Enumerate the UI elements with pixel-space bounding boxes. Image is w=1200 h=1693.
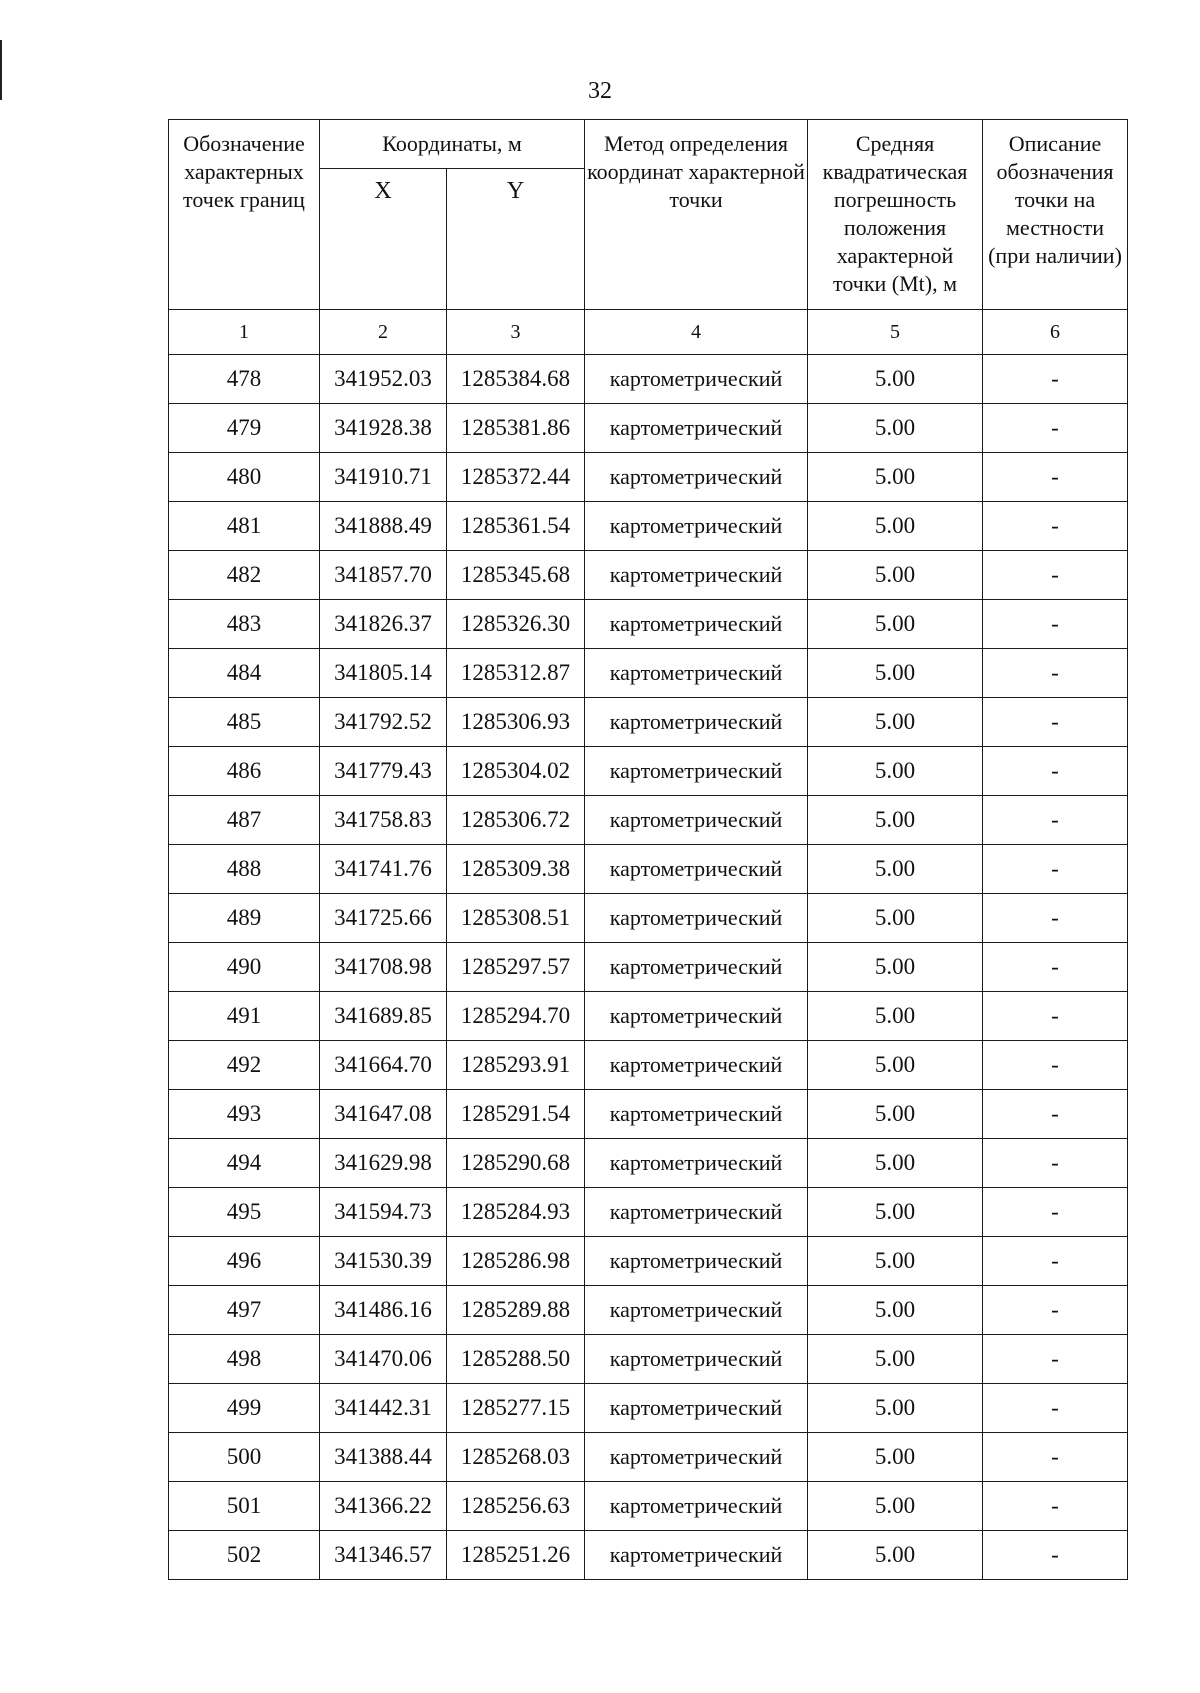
cell-description: - <box>983 1188 1128 1237</box>
cell-x: 341779.43 <box>320 747 447 796</box>
cell-y: 1285291.54 <box>447 1090 585 1139</box>
table-row <box>169 1286 1128 1335</box>
cell-point: 487 <box>169 796 320 845</box>
cell-description: - <box>983 747 1128 796</box>
cell-y: 1285290.68 <box>447 1139 585 1188</box>
cell-error: 5.00 <box>808 698 983 747</box>
cell-point: 497 <box>169 1286 320 1335</box>
table-row <box>169 453 1128 502</box>
cell-description: - <box>983 1286 1128 1335</box>
cell-method: картометрический <box>585 1335 808 1384</box>
cell-error: 5.00 <box>808 1384 983 1433</box>
cell-point: 488 <box>169 845 320 894</box>
cell-y: 1285251.26 <box>447 1531 585 1580</box>
cell-y: 1285312.87 <box>447 649 585 698</box>
header-point: Обозначение характерных точек границ <box>169 120 320 310</box>
cell-point: 478 <box>169 355 320 404</box>
header-method: Метод определения координат характерной точки <box>585 120 808 310</box>
cell-point: 498 <box>169 1335 320 1384</box>
cell-x: 341826.37 <box>320 600 447 649</box>
cell-y: 1285384.68 <box>447 355 585 404</box>
cell-x: 341689.85 <box>320 992 447 1041</box>
column-number: 6 <box>983 310 1128 355</box>
cell-method: картометрический <box>585 747 808 796</box>
cell-point: 492 <box>169 1041 320 1090</box>
cell-description: - <box>983 1384 1128 1433</box>
cell-description: - <box>983 551 1128 600</box>
table-row <box>169 796 1128 845</box>
cell-error: 5.00 <box>808 404 983 453</box>
table-row <box>169 600 1128 649</box>
table-row <box>169 355 1128 404</box>
cell-point: 479 <box>169 404 320 453</box>
cell-method: картометрический <box>585 698 808 747</box>
cell-description: - <box>983 404 1128 453</box>
cell-description: - <box>983 796 1128 845</box>
column-number: 2 <box>320 310 447 355</box>
cell-description: - <box>983 1482 1128 1531</box>
cell-y: 1285293.91 <box>447 1041 585 1090</box>
cell-point: 486 <box>169 747 320 796</box>
cell-description: - <box>983 453 1128 502</box>
cell-y: 1285361.54 <box>447 502 585 551</box>
cell-y: 1285381.86 <box>447 404 585 453</box>
table-row <box>169 698 1128 747</box>
header-error: Средняя квадратическая погрешность положения характерной точки (Mt), м <box>808 120 983 310</box>
cell-y: 1285289.88 <box>447 1286 585 1335</box>
cell-error: 5.00 <box>808 1482 983 1531</box>
table-row <box>169 551 1128 600</box>
table-row <box>169 1041 1128 1090</box>
cell-method: картометрический <box>585 453 808 502</box>
cell-x: 341857.70 <box>320 551 447 600</box>
cell-x: 341805.14 <box>320 649 447 698</box>
table-row <box>169 1335 1128 1384</box>
cell-description: - <box>983 992 1128 1041</box>
page-number: 32 <box>588 78 612 104</box>
cell-description: - <box>983 1433 1128 1482</box>
header-description: Описание обозначения точки на местности (при наличии) <box>983 120 1128 310</box>
cell-method: картометрический <box>585 355 808 404</box>
cell-method: картометрический <box>585 796 808 845</box>
cell-error: 5.00 <box>808 894 983 943</box>
cell-x: 341758.83 <box>320 796 447 845</box>
cell-y: 1285326.30 <box>447 600 585 649</box>
table-row <box>169 992 1128 1041</box>
cell-description: - <box>983 1237 1128 1286</box>
cell-y: 1285294.70 <box>447 992 585 1041</box>
cell-method: картометрический <box>585 1090 808 1139</box>
cell-x: 341486.16 <box>320 1286 447 1335</box>
cell-point: 499 <box>169 1384 320 1433</box>
table-row <box>169 1433 1128 1482</box>
cell-y: 1285306.72 <box>447 796 585 845</box>
cell-error: 5.00 <box>808 502 983 551</box>
header-coordinates: Координаты, м <box>320 120 585 169</box>
cell-error: 5.00 <box>808 1139 983 1188</box>
table-header <box>169 120 1128 355</box>
cell-error: 5.00 <box>808 796 983 845</box>
cell-method: картометрический <box>585 1139 808 1188</box>
cell-y: 1285372.44 <box>447 453 585 502</box>
cell-point: 489 <box>169 894 320 943</box>
cell-point: 482 <box>169 551 320 600</box>
cell-y: 1285268.03 <box>447 1433 585 1482</box>
cell-x: 341888.49 <box>320 502 447 551</box>
cell-x: 341792.52 <box>320 698 447 747</box>
cell-description: - <box>983 894 1128 943</box>
cell-y: 1285288.50 <box>447 1335 585 1384</box>
table-row <box>169 649 1128 698</box>
cell-x: 341629.98 <box>320 1139 447 1188</box>
cell-description: - <box>983 943 1128 992</box>
cell-y: 1285304.02 <box>447 747 585 796</box>
cell-x: 341442.31 <box>320 1384 447 1433</box>
column-number: 3 <box>447 310 585 355</box>
cell-point: 484 <box>169 649 320 698</box>
cell-description: - <box>983 1090 1128 1139</box>
cell-error: 5.00 <box>808 943 983 992</box>
cell-method: картометрический <box>585 1286 808 1335</box>
cell-x: 341594.73 <box>320 1188 447 1237</box>
cell-y: 1285297.57 <box>447 943 585 992</box>
cell-y: 1285309.38 <box>447 845 585 894</box>
cell-method: картометрический <box>585 404 808 453</box>
cell-x: 341708.98 <box>320 943 447 992</box>
cell-error: 5.00 <box>808 1237 983 1286</box>
table-row <box>169 1531 1128 1580</box>
cell-point: 496 <box>169 1237 320 1286</box>
table-row <box>169 502 1128 551</box>
cell-method: картометрический <box>585 1482 808 1531</box>
cell-method: картометрический <box>585 1531 808 1580</box>
cell-method: картометрический <box>585 1384 808 1433</box>
table-row <box>169 747 1128 796</box>
cell-x: 341388.44 <box>320 1433 447 1482</box>
cell-method: картометрический <box>585 894 808 943</box>
cell-x: 341366.22 <box>320 1482 447 1531</box>
cell-y: 1285277.15 <box>447 1384 585 1433</box>
cell-error: 5.00 <box>808 649 983 698</box>
cell-x: 341530.39 <box>320 1237 447 1286</box>
cell-method: картометрический <box>585 845 808 894</box>
cell-y: 1285286.98 <box>447 1237 585 1286</box>
cell-method: картометрический <box>585 551 808 600</box>
cell-x: 341470.06 <box>320 1335 447 1384</box>
cell-point: 493 <box>169 1090 320 1139</box>
cell-description: - <box>983 1139 1128 1188</box>
cell-method: картометрический <box>585 943 808 992</box>
table-body <box>169 355 1128 1580</box>
cell-x: 341741.76 <box>320 845 447 894</box>
column-number: 1 <box>169 310 320 355</box>
cell-error: 5.00 <box>808 355 983 404</box>
table-row <box>169 1090 1128 1139</box>
cell-description: - <box>983 1335 1128 1384</box>
cell-x: 341664.70 <box>320 1041 447 1090</box>
table-row <box>169 894 1128 943</box>
cell-description: - <box>983 502 1128 551</box>
cell-y: 1285256.63 <box>447 1482 585 1531</box>
cell-description: - <box>983 1041 1128 1090</box>
cell-method: картометрический <box>585 1041 808 1090</box>
table-row <box>169 1237 1128 1286</box>
cell-point: 491 <box>169 992 320 1041</box>
table-row <box>169 1139 1128 1188</box>
coordinates-table <box>168 119 1128 1580</box>
cell-error: 5.00 <box>808 1090 983 1139</box>
cell-point: 494 <box>169 1139 320 1188</box>
cell-point: 483 <box>169 600 320 649</box>
cell-x: 341928.38 <box>320 404 447 453</box>
cell-point: 502 <box>169 1531 320 1580</box>
cell-error: 5.00 <box>808 1041 983 1090</box>
table-row <box>169 1482 1128 1531</box>
cell-method: картометрический <box>585 1433 808 1482</box>
table-row <box>169 845 1128 894</box>
cell-description: - <box>983 845 1128 894</box>
cell-point: 495 <box>169 1188 320 1237</box>
table-row <box>169 1384 1128 1433</box>
cell-description: - <box>983 1531 1128 1580</box>
cell-error: 5.00 <box>808 453 983 502</box>
cell-x: 341910.71 <box>320 453 447 502</box>
cell-y: 1285308.51 <box>447 894 585 943</box>
cell-error: 5.00 <box>808 1531 983 1580</box>
cell-description: - <box>983 600 1128 649</box>
cell-y: 1285306.93 <box>447 698 585 747</box>
column-number-row <box>169 310 1128 355</box>
cell-method: картометрический <box>585 1188 808 1237</box>
cell-error: 5.00 <box>808 845 983 894</box>
cell-method: картометрический <box>585 600 808 649</box>
cell-point: 485 <box>169 698 320 747</box>
cell-error: 5.00 <box>808 992 983 1041</box>
column-number: 5 <box>808 310 983 355</box>
cell-point: 500 <box>169 1433 320 1482</box>
cell-method: картометрический <box>585 502 808 551</box>
table-row <box>169 1188 1128 1237</box>
cell-point: 481 <box>169 502 320 551</box>
cell-method: картометрический <box>585 1237 808 1286</box>
cell-x: 341725.66 <box>320 894 447 943</box>
cell-method: картометрический <box>585 649 808 698</box>
table-row <box>169 404 1128 453</box>
cell-y: 1285284.93 <box>447 1188 585 1237</box>
table-row <box>169 943 1128 992</box>
cell-error: 5.00 <box>808 1286 983 1335</box>
cell-error: 5.00 <box>808 551 983 600</box>
header-x: X <box>320 169 447 310</box>
cell-error: 5.00 <box>808 1188 983 1237</box>
cell-error: 5.00 <box>808 1335 983 1384</box>
cell-error: 5.00 <box>808 1433 983 1482</box>
cell-description: - <box>983 355 1128 404</box>
cell-method: картометрический <box>585 992 808 1041</box>
cell-point: 501 <box>169 1482 320 1531</box>
cell-x: 341346.57 <box>320 1531 447 1580</box>
cell-x: 341647.08 <box>320 1090 447 1139</box>
cell-error: 5.00 <box>808 747 983 796</box>
cell-description: - <box>983 649 1128 698</box>
cell-y: 1285345.68 <box>447 551 585 600</box>
column-number: 4 <box>585 310 808 355</box>
header-y: Y <box>447 169 585 310</box>
cell-description: - <box>983 698 1128 747</box>
cell-x: 341952.03 <box>320 355 447 404</box>
cell-error: 5.00 <box>808 600 983 649</box>
cell-point: 490 <box>169 943 320 992</box>
cell-point: 480 <box>169 453 320 502</box>
